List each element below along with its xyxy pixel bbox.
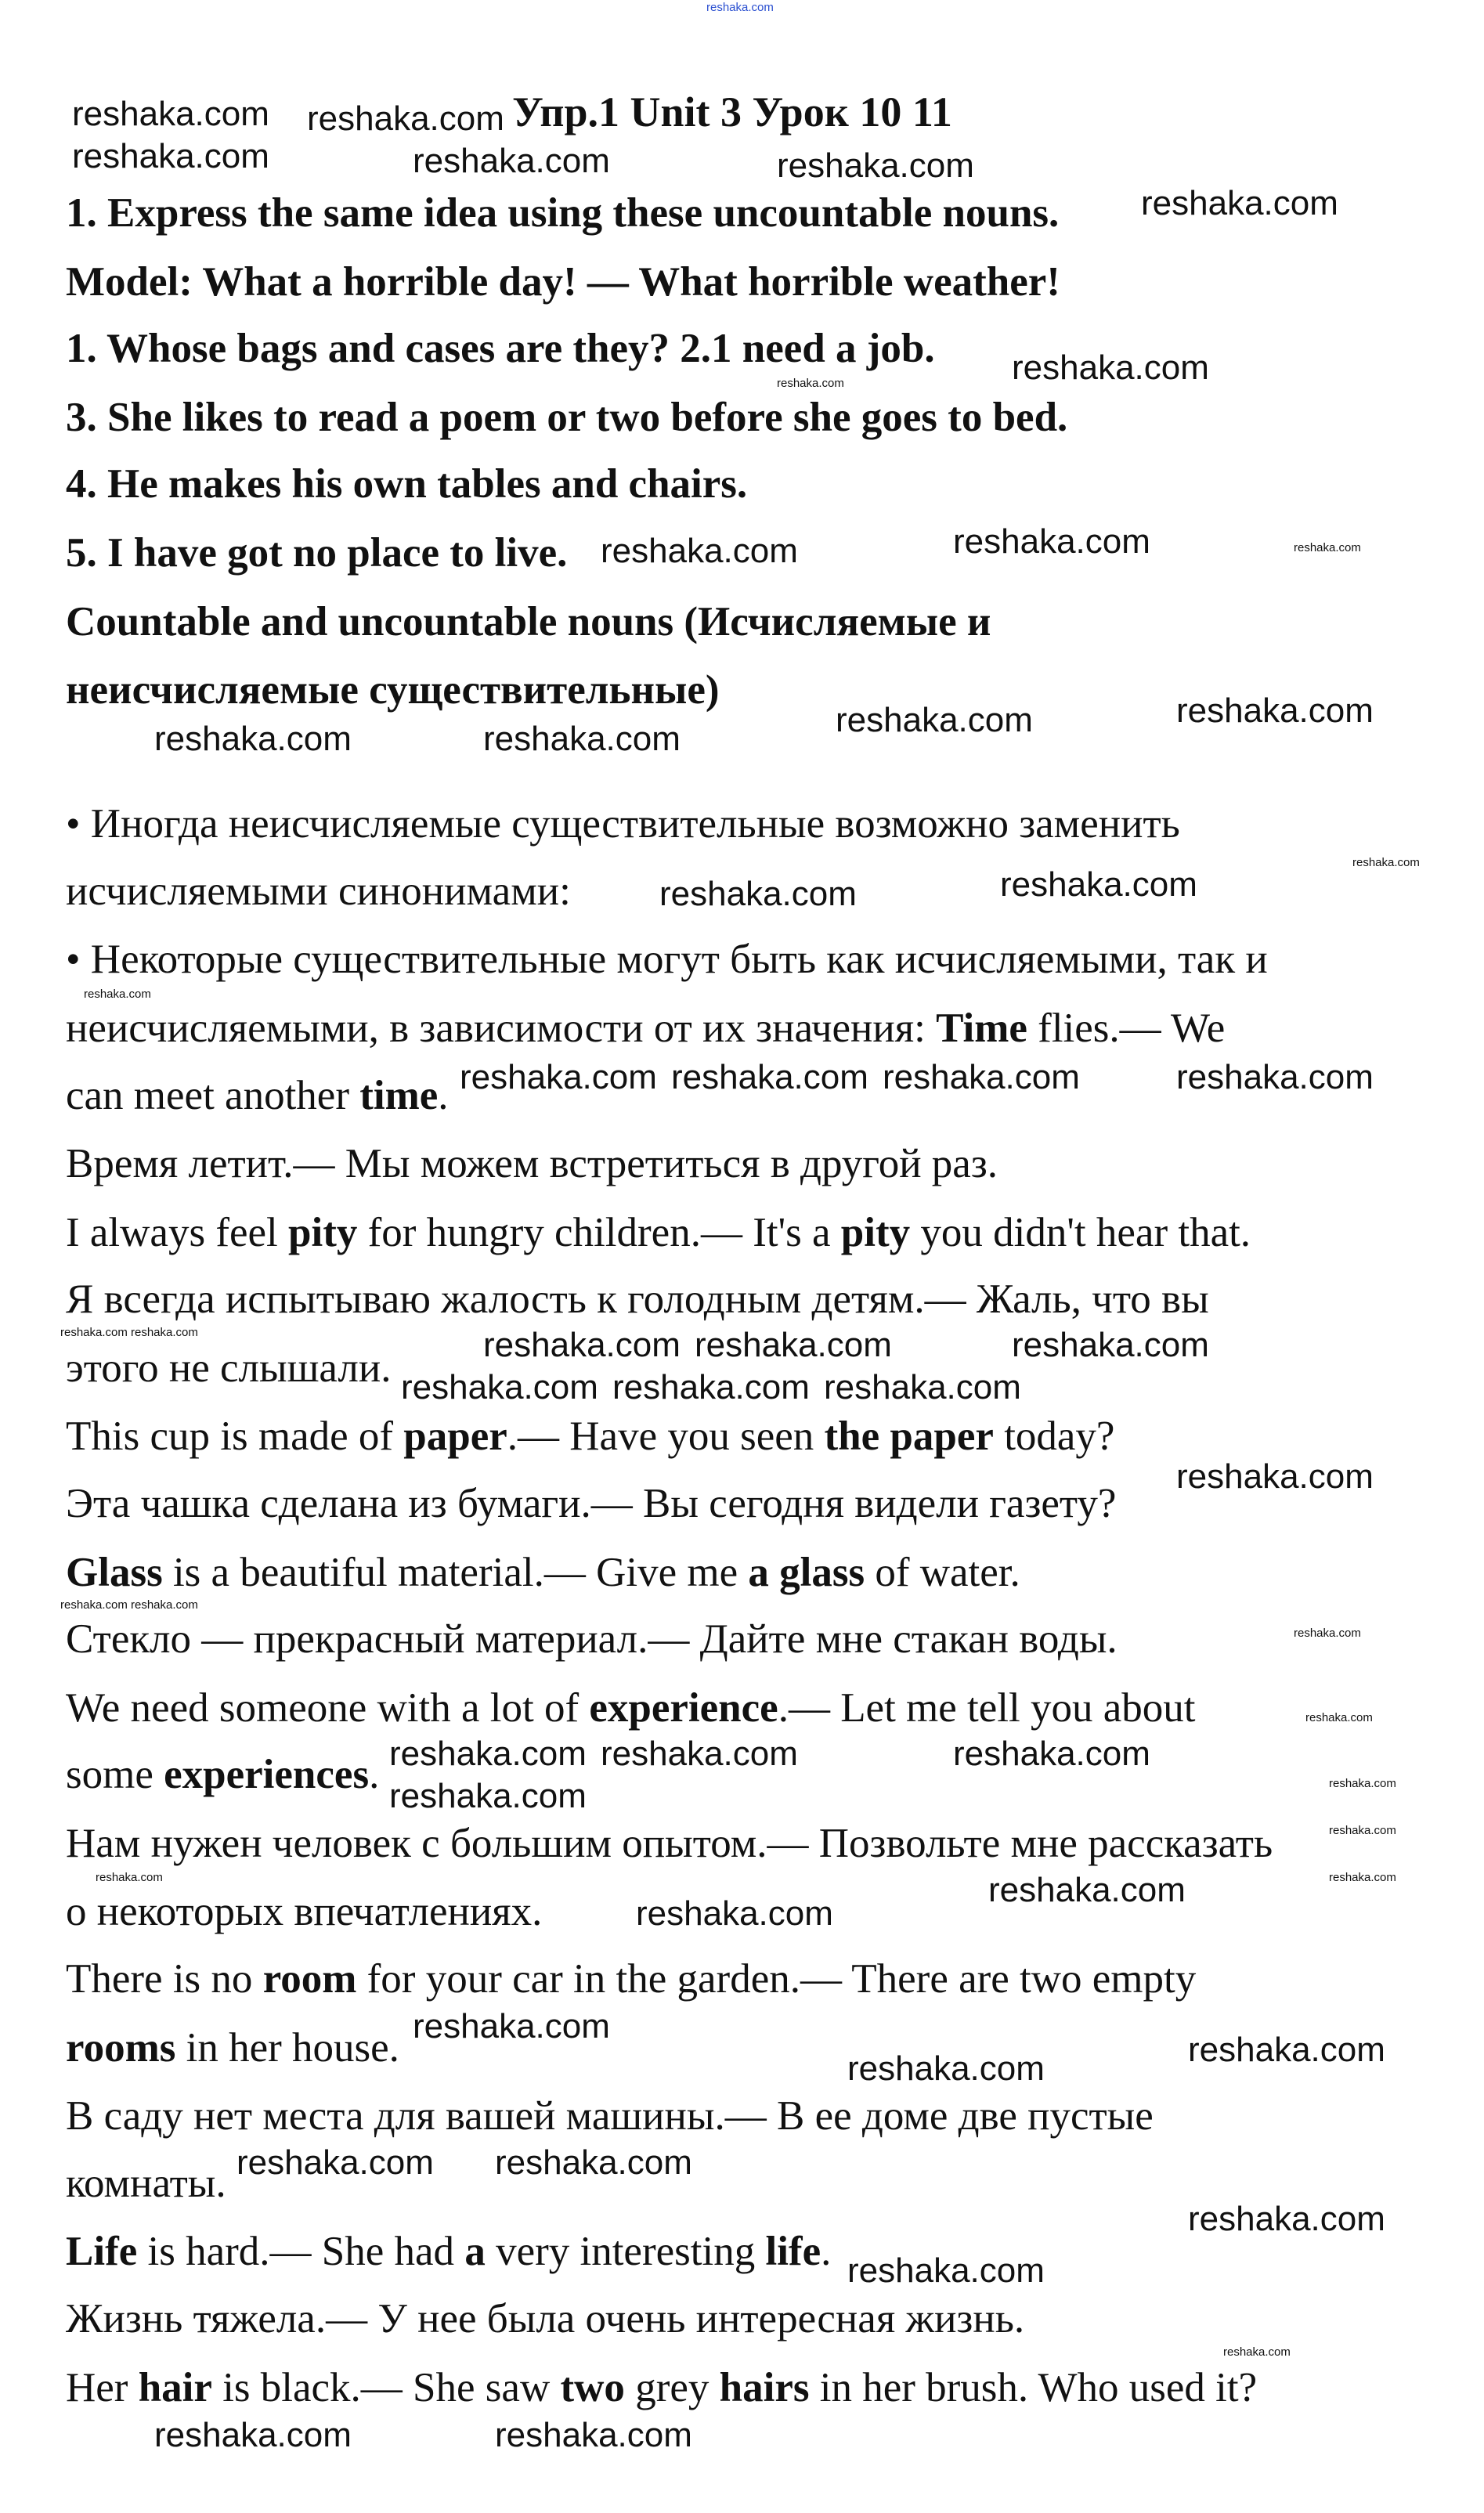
text-segment: В саду нет места для вашей машины.— В ее доме две пустые: [66, 2093, 1154, 2139]
text-line: [66, 1888, 542, 1935]
text-segment: 4. He makes his own tables and chairs.: [66, 461, 748, 507]
bold-term: a glass: [748, 1549, 865, 1595]
text-segment: for your car in the garden.— There are two empty: [356, 1955, 1197, 2002]
bold-term: Life: [66, 2229, 138, 2275]
watermark: reshaka.com: [413, 2007, 610, 2045]
text-line: [66, 1955, 1196, 2002]
text-segment: • Некоторые существительные могут быть как исчисляемыми, так и: [66, 937, 1268, 983]
text-line: [66, 1480, 1116, 1527]
watermark: reshaka.com: [1176, 1058, 1374, 1096]
watermark: reshaka.com: [953, 1735, 1150, 1773]
page-title: Упр.1 Unit 3 Урок 10 11: [512, 88, 952, 135]
watermark: reshaka.com: [1176, 1457, 1374, 1496]
exercise-line: [66, 190, 1059, 236]
exercise-line: [66, 394, 1067, 441]
watermark: reshaka.com: [1176, 691, 1374, 730]
watermark: reshaka.com: [777, 146, 974, 185]
text-segment: is black.— She saw: [211, 2364, 561, 2410]
bold-term: Glass: [66, 1549, 163, 1595]
bold-term: rooms: [66, 2024, 176, 2071]
watermark: reshaka.com: [953, 522, 1150, 561]
text-segment: о некоторых впечатлениях.: [66, 1889, 543, 1935]
watermark: reshaka.com: [836, 701, 1033, 739]
watermark: reshaka.com: [1294, 541, 1361, 554]
text-line: [66, 800, 1180, 847]
text-segment: in her brush. Who used it?: [809, 2364, 1258, 2410]
text-segment: • Иногда неисчисляемые существительные возможно заменить: [66, 801, 1180, 847]
text-line: [66, 1751, 379, 1798]
text-line: [66, 2160, 226, 2207]
text-segment: 5. I have got no place to live.: [66, 529, 568, 576]
bold-term: hair: [138, 2364, 212, 2410]
text-segment: today?: [993, 1414, 1115, 1460]
text-segment: 3. She likes to read a poem or two before she goes to bed.: [66, 394, 1068, 440]
bold-term: room: [262, 1955, 357, 2002]
watermark: reshaka.com: [154, 2416, 352, 2454]
watermark: reshaka.com: [824, 1368, 1021, 1406]
watermark: reshaka.com: [84, 988, 151, 1001]
text-line: [66, 1820, 1273, 1867]
bold-term: Time: [936, 1005, 1027, 1051]
watermark: reshaka.com: [1305, 1711, 1373, 1724]
text-segment: 1. Whose bags and cases are they? 2.1 need a job.: [66, 326, 935, 372]
text-line: [66, 1209, 1251, 1256]
text-segment: Нам нужен человек с большим опытом.— Позвольте мне рассказать: [66, 1820, 1273, 1866]
watermark: reshaka.com: [695, 1326, 892, 1364]
text-segment: .: [821, 2229, 832, 2275]
bold-term: experiences: [164, 1752, 370, 1798]
watermark: reshaka.com: [413, 142, 610, 180]
text-segment: Время летит.— Мы можем встретиться в другой раз.: [66, 1140, 998, 1186]
watermark: reshaka.com: [495, 2143, 692, 2182]
watermark: reshaka.com: [636, 1894, 833, 1933]
text-segment: There is no: [66, 1955, 263, 2002]
watermark: reshaka.com: [847, 2251, 1045, 2290]
watermark: reshaka.com: [389, 1735, 587, 1773]
bold-term: the paper: [824, 1414, 994, 1460]
text-line: [66, 1548, 1020, 1595]
bold-term: two: [560, 2364, 625, 2410]
text-line: [66, 1140, 998, 1187]
text-line: [66, 2228, 831, 2275]
text-segment: Я всегда испытываю жалость к голодным детям.— Жаль, что вы: [66, 1276, 1209, 1323]
text-segment: is hard.— She had: [137, 2229, 465, 2275]
watermark: reshaka.com: [601, 532, 798, 570]
watermark: reshaka.com: [988, 1871, 1186, 1909]
text-segment: Стекло — прекрасный материал.— Дайте мне стакан воды.: [66, 1616, 1118, 1662]
watermark: reshaka.com: [131, 1326, 198, 1339]
watermark: reshaka.com: [483, 720, 681, 758]
text-segment: неисчисляемые существительные): [66, 666, 720, 713]
watermark: reshaka.com: [483, 1326, 681, 1364]
text-segment: you didn't hear that.: [910, 1209, 1251, 1255]
bold-term: pity: [288, 1209, 358, 1255]
text-segment: very interesting: [485, 2229, 766, 2275]
text-line: [66, 2092, 1154, 2139]
bold-term: pity: [840, 1209, 911, 1255]
exercise-line: [66, 325, 935, 372]
watermark: reshaka.com: [1329, 1871, 1396, 1884]
text-line: [66, 1071, 449, 1118]
text-segment: исчисляемыми синонимами:: [66, 868, 571, 914]
exercise-line: [66, 258, 1060, 305]
text-segment: .: [369, 1752, 380, 1798]
watermark: reshaka.com: [237, 2143, 434, 2182]
watermark: reshaka.com: [1012, 348, 1209, 387]
text-segment: flies.— We: [1027, 1005, 1226, 1051]
bold-term: time: [359, 1072, 439, 1118]
watermark: reshaka.com: [1329, 1777, 1396, 1790]
text-segment: .: [438, 1072, 449, 1118]
watermark: reshaka.com: [1141, 184, 1338, 222]
watermark: reshaka.com: [389, 1777, 587, 1815]
watermark: reshaka.com: [612, 1368, 810, 1406]
text-segment: 1. Express the same idea using these uncountable nouns.: [66, 190, 1060, 236]
watermark: reshaka.com: [72, 95, 269, 133]
text-line: [66, 1345, 391, 1392]
text-line: [66, 1005, 1225, 1052]
watermark: reshaka.com: [1188, 2031, 1385, 2069]
bold-term: hairs: [719, 2364, 810, 2410]
watermark: reshaka.com: [671, 1058, 868, 1096]
text-line: [66, 2024, 399, 2071]
text-segment: неисчисляемыми, в зависимости от их значения:: [66, 1005, 937, 1051]
exercise-line: [66, 529, 567, 576]
watermark: reshaka.com: [60, 1326, 128, 1339]
text-segment: for hungry children.— It's a: [357, 1209, 841, 1255]
text-line: [66, 1276, 1209, 1323]
watermark: reshaka.com: [601, 1735, 798, 1773]
text-segment: Model: What a horrible day! — What horrible weather!: [66, 258, 1060, 305]
text-segment: can meet another: [66, 1072, 360, 1118]
text-segment: Эта чашка сделана из бумаги.— Вы сегодня видели газету?: [66, 1480, 1117, 1526]
watermark: reshaka.com: [401, 1368, 598, 1406]
watermark: reshaka.com: [883, 1058, 1080, 1096]
watermark: reshaka.com: [60, 1598, 128, 1612]
text-segment: этого не слышали.: [66, 1345, 392, 1391]
text-line: [66, 2295, 1024, 2342]
text-segment: Countable and uncountable nouns (Исчисляемые и: [66, 598, 991, 644]
watermark: reshaka.com: [307, 99, 504, 138]
text-segment: is a beautiful material.— Give me: [162, 1549, 749, 1595]
text-line: [66, 1684, 1196, 1731]
text-segment: комнаты.: [66, 2160, 226, 2206]
text-line: [66, 2363, 1257, 2410]
text-segment: Жизнь тяжела.— У нее была очень интересная жизнь.: [66, 2295, 1025, 2341]
text-segment: I always feel: [66, 1209, 288, 1255]
text-segment: This cup is made of: [66, 1414, 404, 1460]
watermark: reshaka.com: [131, 1598, 198, 1612]
bold-term: life: [765, 2229, 821, 2275]
watermark: reshaka.com: [659, 875, 857, 913]
text-segment: We need someone with a lot of: [66, 1684, 590, 1731]
watermark: reshaka.com: [495, 2416, 692, 2454]
text-segment: in her house.: [175, 2024, 399, 2071]
text-segment: of water.: [865, 1549, 1020, 1595]
watermark: reshaka.com: [1352, 856, 1420, 869]
text-segment: .— Let me tell you about: [778, 1684, 1196, 1731]
watermark: reshaka.com: [777, 377, 844, 390]
text-segment: .— Have you seen: [507, 1414, 825, 1460]
bold-term: paper: [403, 1414, 507, 1460]
watermark: reshaka.com: [847, 2049, 1045, 2088]
text-line: [66, 936, 1268, 983]
watermark: reshaka.com: [1188, 2200, 1385, 2238]
text-line: [66, 868, 571, 915]
watermark: reshaka.com: [1012, 1326, 1209, 1364]
watermark: reshaka.com: [1294, 1627, 1361, 1640]
bold-term: experience: [589, 1684, 778, 1731]
watermark: reshaka.com: [706, 1, 774, 14]
watermark: reshaka.com: [72, 137, 269, 175]
exercise-line: [66, 666, 720, 713]
text-segment: grey: [624, 2364, 720, 2410]
exercise-line: [66, 460, 747, 507]
bold-term: a: [464, 2229, 486, 2275]
watermark: reshaka.com: [154, 720, 352, 758]
text-segment: Her: [66, 2364, 139, 2410]
watermark: reshaka.com: [1000, 865, 1197, 904]
watermark: reshaka.com: [1223, 2345, 1291, 2359]
text-line: [66, 1413, 1114, 1460]
text-segment: some: [66, 1752, 164, 1798]
text-line: [66, 1616, 1118, 1663]
exercise-line: [66, 598, 991, 644]
watermark: reshaka.com: [460, 1058, 657, 1096]
watermark: reshaka.com: [1329, 1824, 1396, 1837]
watermark: reshaka.com: [96, 1871, 163, 1884]
